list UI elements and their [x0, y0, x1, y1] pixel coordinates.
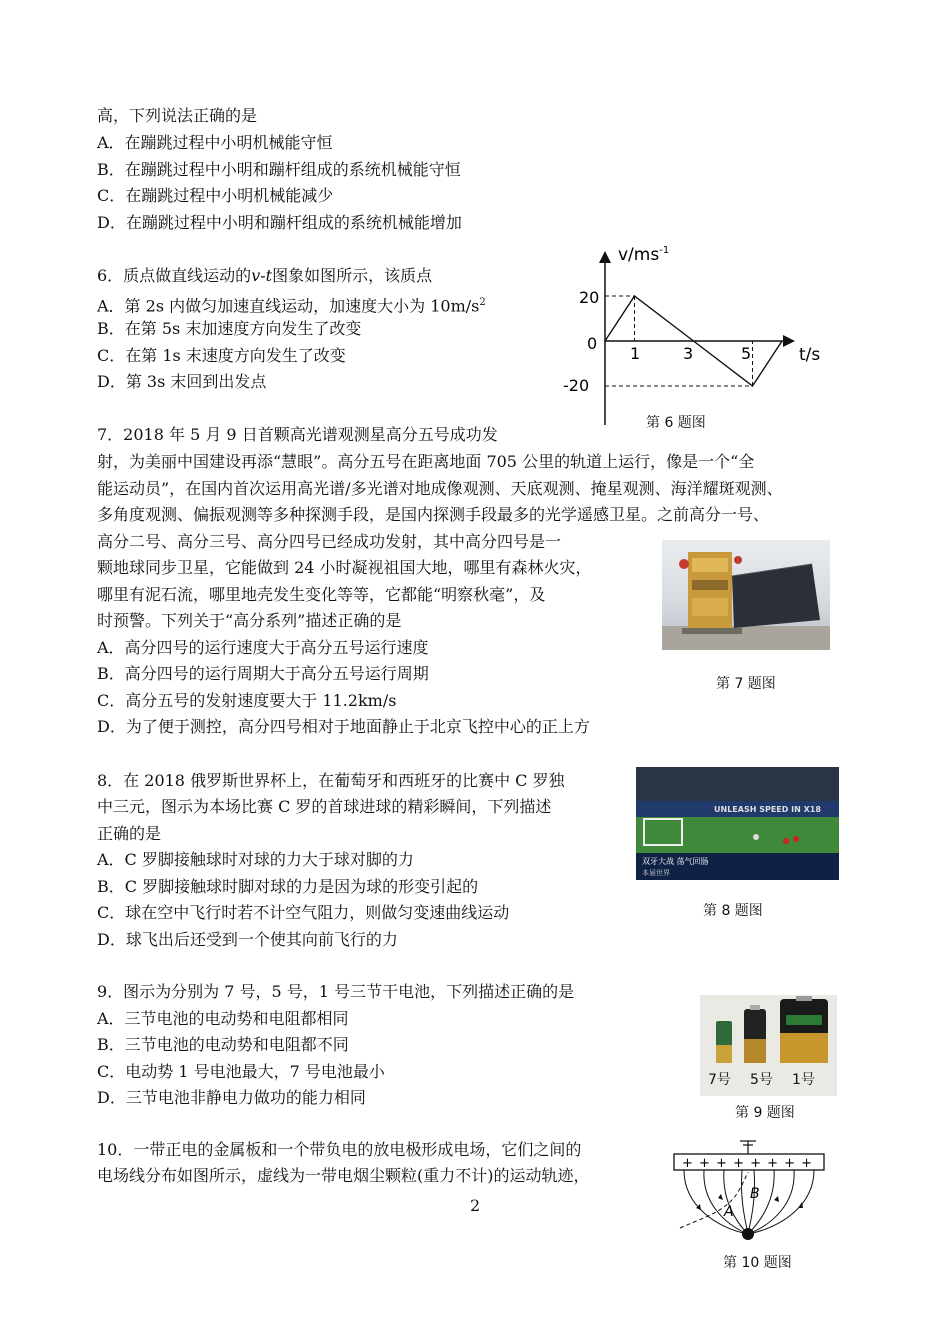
- y-tick-0: 0: [587, 334, 598, 353]
- q8-option-c: C．球在空中飞行时若不计空气阻力，则做匀变速曲线运动: [97, 903, 510, 922]
- q6-stem-pre: 6．质点做直线运动的: [97, 266, 252, 285]
- batteries-photo: [700, 995, 837, 1096]
- x-tick-1: 1: [630, 344, 641, 363]
- q10-caption: 第 10 题图: [723, 1255, 792, 1271]
- battery-label-1: 1号: [792, 1072, 815, 1088]
- q6-option-a-text: A．第 2s 内做匀加速直线运动，加速度大小为 10m/s: [97, 296, 480, 316]
- q7-line-5: 高分二号、高分三号、高分四号已经成功发射，其中高分四号是一: [97, 532, 562, 551]
- q9-option-c: C．电动势 1 号电池最大，7 号电池最小: [97, 1062, 385, 1081]
- q6-option-d: D．第 3s 末回到出发点: [97, 372, 267, 391]
- q9-option-d: D．三节电池非静电力做功的能力相同: [97, 1088, 366, 1107]
- page-number: 2: [470, 1196, 481, 1215]
- q8-line-1: 8．在 2018 俄罗斯世界杯上，在葡萄牙和西班牙的比赛中 C 罗独: [97, 771, 565, 790]
- q7-line-1: 7．2018 年 5 月 9 日首颗高光谱观测星高分五号成功发: [97, 425, 498, 444]
- world-cup-photo: [636, 767, 839, 880]
- q9-stem: 9．图示为分别为 7 号，5 号，1 号三节干电池，下列描述正确的是: [97, 982, 575, 1001]
- q6-option-c: C．在第 1s 末速度方向发生了改变: [97, 346, 346, 365]
- point-b-label: B: [750, 1186, 760, 1202]
- q8-option-b: B．C 罗脚接触球时脚对球的力是因为球的形变引起的: [97, 877, 479, 896]
- q8-line-3: 正确的是: [97, 824, 162, 843]
- particle-trajectory: [680, 1172, 748, 1228]
- y-tick-neg20: -20: [563, 376, 590, 395]
- point-a-label: A: [724, 1204, 734, 1220]
- battery-label-7: 7号: [708, 1072, 731, 1088]
- q6-stem-post: 图象如图所示，该质点: [272, 266, 433, 285]
- q8-option-a: A．C 罗脚接触球时对球的力大于球对脚的力: [97, 850, 414, 869]
- satellite-photo: [662, 540, 830, 650]
- y-axis-label: $v/ms^{-1}$: [618, 245, 670, 265]
- q10-line-2: 电场线分布如图所示，虚线为一带电烟尘颗粒(重力不计)的运动轨迹，: [97, 1166, 590, 1185]
- q7-caption: 第 7 题图: [716, 676, 776, 692]
- q7-option-a: A．高分四号的运行速度大于高分五号运行速度: [97, 638, 429, 657]
- q8-line-2: 中三元，图示为本场比赛 C 罗的首球进球的精彩瞬间，下列描述: [97, 797, 552, 816]
- q8-caption: 第 8 题图: [703, 903, 763, 919]
- q5-option-b: B．在蹦跳过程中小明和蹦杆组成的系统机械能守恒: [97, 160, 461, 179]
- electric-field-diagram: [662, 1136, 842, 1248]
- q7-line-3: 能运动员”，在国内首次运用高光谱/多光谱对地成像观测、天底观测、掩星观测、海洋耀斑观测、: [97, 479, 783, 498]
- q6-caption: 第 6 题图: [646, 415, 706, 431]
- q7-option-b: B．高分四号的运行周期大于高分五号运行周期: [97, 664, 429, 683]
- world-cup-banner: UNLEASH SPEED IN X18: [714, 805, 821, 814]
- q7-line-8: 时预警。下列关于“高分系列”描述正确的是: [97, 611, 402, 630]
- x-tick-5: 5: [741, 344, 752, 363]
- q6-option-a-sup: 2: [479, 297, 486, 308]
- q5-stem: 高，下列说法正确的是: [97, 106, 258, 125]
- tv-title: 双牙大战 荡气回肠: [642, 857, 709, 866]
- q8-option-d: D．球飞出后还受到一个使其向前飞行的力: [97, 930, 398, 949]
- q7-option-d: D．为了便于测控，高分四号相对于地面静止于北京飞控中心的正上方: [97, 717, 590, 736]
- q9-option-b: B．三节电池的电动势和电阻都不同: [97, 1035, 349, 1054]
- q9-option-a: A．三节电池的电动势和电阻都相同: [97, 1009, 349, 1028]
- q7-line-4: 多角度观测、偏振观测等多种探测手段，是国内探测手段最多的光学遥感卫星。之前高分一号、: [97, 505, 770, 524]
- q5-option-d: D．在蹦跳过程中小明和蹦杆组成的系统机械能增加: [97, 213, 462, 232]
- x-tick-3: 3: [683, 344, 694, 363]
- plate-charges: + + + + + + + +: [682, 1156, 814, 1171]
- q7-line-7: 哪里有泥石流，哪里地壳发生变化等等，它都能“明察秋毫”，及: [97, 585, 546, 604]
- tv-subtitle: 本届世界: [642, 869, 670, 877]
- q9-caption: 第 9 题图: [735, 1105, 795, 1121]
- q6-stem-vt: v-t: [251, 266, 273, 285]
- q5-option-c: C．在蹦跳过程中小明机械能减少: [97, 186, 334, 205]
- q5-option-a: A．在蹦跳过程中小明机械能守恒: [97, 133, 333, 152]
- y-tick-20: 20: [579, 288, 600, 307]
- discharge-electrode: [742, 1228, 754, 1240]
- q6-option-a: [97, 293, 486, 316]
- q7-option-c: C．高分五号的发射速度要大于 11.2km/s: [97, 691, 397, 710]
- battery-label-5: 5号: [750, 1072, 773, 1088]
- q10-line-1: 10．一带正电的金属板和一个带负电的放电极形成电场，它们之间的: [97, 1140, 582, 1159]
- q7-line-2: 射，为美丽中国建设再添“慧眼”。高分五号在距离地面 705 公里的轨道上运行，像是一个“全: [97, 452, 755, 471]
- q7-line-6: 颗地球同步卫星，它能做到 24 小时凝视祖国大地，哪里有森林火灾，: [97, 558, 592, 577]
- vt-chart: [560, 240, 830, 430]
- q6-stem: [97, 266, 432, 286]
- q6-option-b: B．在第 5s 末加速度方向发生了改变: [97, 319, 362, 338]
- x-axis-label: t/s: [799, 345, 821, 365]
